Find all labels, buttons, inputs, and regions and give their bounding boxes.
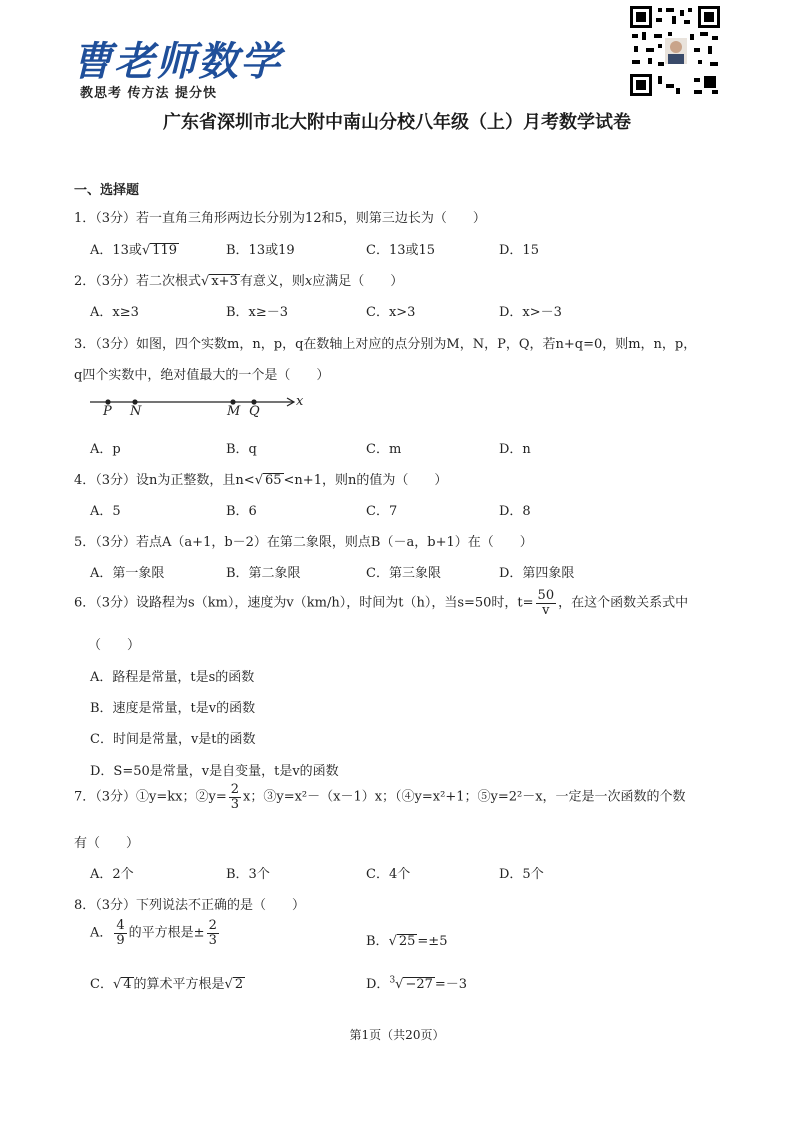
radicand: 119: [152, 243, 178, 258]
question-3-option-b: B．q: [226, 442, 257, 457]
page-number: 第1页（共20页）: [349, 1028, 445, 1042]
question-3-option-d: D．n: [499, 442, 531, 457]
radicand: 2: [234, 977, 244, 992]
question-7-option-d: D．5个: [499, 867, 544, 882]
sqrt-icon: √: [388, 934, 397, 949]
brand-logo: 曹老师数学: [72, 38, 282, 85]
fraction-denominator: 3: [208, 932, 217, 948]
sqrt-icon: √: [141, 243, 151, 258]
question-7-option-c: C．4个: [366, 867, 411, 882]
brand-slogan: 教思考 传方法 提分快: [80, 86, 218, 101]
option-label: A．13或: [90, 243, 142, 258]
stem-text: <n+1，则n的值为（ ）: [283, 473, 448, 488]
label-n: N: [130, 404, 142, 419]
question-8-stem: 8．（3分）下列说法不正确的是（ ）: [74, 898, 306, 913]
fraction: [114, 919, 126, 947]
fraction: [536, 589, 557, 617]
question-1-option-c: C．13或15: [366, 243, 436, 258]
qr-code: [628, 4, 722, 98]
option-text: =－3: [434, 977, 468, 992]
stem-text: 2．（3分）若二次根式: [74, 274, 202, 289]
fraction-numerator: 2: [208, 918, 217, 933]
sqrt-icon: √: [224, 977, 233, 992]
fraction-numerator: 4: [116, 918, 125, 933]
question-4-option-d: D．8: [499, 504, 531, 519]
radicand: x+3: [211, 274, 238, 289]
option-label: C．: [90, 977, 113, 992]
question-7-option-b: B．3个: [226, 867, 270, 882]
label-q: Q: [249, 404, 260, 419]
question-2-option-b: B．x≥－3: [226, 305, 289, 320]
option-label: A．: [90, 925, 113, 941]
stem-text: 有意义，则: [239, 274, 305, 289]
stem-text: 应满足（ ）: [312, 274, 404, 289]
question-1-option-d: D．15: [499, 243, 539, 258]
label-x: x: [296, 394, 304, 409]
option-text: =±5: [417, 934, 448, 949]
fraction: [229, 783, 241, 811]
number-line-figure: [88, 392, 318, 424]
fraction-numerator: 50: [537, 588, 555, 603]
question-7-option-a: A．2个: [90, 867, 134, 882]
stem-text: x；③y=x²－（x－1）x；（④y=x²+1；⑤y=2²－x，一定是一次函数的个数: [243, 789, 686, 805]
section-heading: 一、选择题: [74, 183, 140, 198]
question-4-option-c: C．7: [366, 504, 398, 519]
question-3-option-c: C．m: [366, 442, 402, 457]
question-2-option-c: C．x>3: [366, 305, 416, 320]
question-4-option-a: A．5: [90, 504, 121, 519]
stem-text: 7．（3分）①y=kx；②y=: [74, 789, 227, 805]
fraction-denominator: 9: [116, 932, 125, 948]
sqrt-icon: √: [395, 977, 404, 992]
stem-text: 4．（3分）设n为正整数，且n<: [74, 473, 255, 488]
page-title: 广东省深圳市北大附中南山分校八年级（上）月考数学试卷: [163, 112, 631, 133]
question-7-stem: [74, 783, 686, 811]
fraction: [207, 919, 219, 947]
root-index: 3: [389, 975, 396, 986]
question-5-option-d: D．第四象限: [499, 566, 575, 581]
question-8-option-b: [366, 930, 447, 949]
sqrt-icon: √: [112, 977, 122, 992]
label-m: M: [227, 404, 241, 419]
question-4-stem: [74, 469, 447, 488]
question-7-stem-line2: 有（ ）: [74, 836, 140, 851]
question-5-option-b: B．第二象限: [226, 566, 301, 581]
question-8-option-c: [90, 973, 245, 992]
question-1-option-b: B．13或19: [226, 243, 295, 258]
question-8-option-a: [90, 919, 221, 947]
option-label: D．: [366, 977, 390, 992]
option-label: B．: [366, 934, 389, 949]
question-6-stem-line2: （ ）: [88, 638, 141, 653]
question-5-option-c: C．第三象限: [366, 566, 441, 581]
question-6-stem: [74, 589, 688, 617]
question-5-stem: 5．（3分）若点A（a+1，b－2）在第二象限，则点B（－a，b+1）在（ ）: [74, 535, 533, 550]
question-6-option-c: C．时间是常量，v是t的函数: [90, 732, 256, 747]
question-3-stem-line2: q四个实数中，绝对值最大的一个是（ ）: [74, 368, 330, 383]
fraction-numerator: 2: [230, 782, 240, 797]
fraction-denominator: v: [542, 602, 550, 618]
question-2-stem: [74, 270, 403, 289]
question-6-option-b: B．速度是常量，t是v的函数: [90, 701, 256, 716]
question-3-option-a: A．p: [90, 442, 121, 457]
radicand: 4: [123, 977, 132, 992]
sqrt-icon: √: [254, 473, 263, 488]
radicand: 25: [398, 934, 416, 949]
radicand: 65: [264, 473, 282, 488]
question-3-stem-line1: 3．（3分）如图，四个实数m，n，p，q在数轴上对应的点分别为M，N，P，Q，若n+q=0，则m，n，p，: [74, 337, 697, 352]
variable: x: [304, 274, 313, 289]
sqrt-icon: √: [201, 274, 210, 289]
label-p: P: [103, 404, 112, 419]
stem-text: ，在这个函数关系式中: [558, 595, 689, 611]
question-2-option-d: D．x>－3: [499, 305, 562, 320]
question-8-option-d: [366, 973, 467, 992]
number-line: [88, 392, 318, 424]
question-4-option-b: B．6: [226, 504, 257, 519]
question-6-option-a: A．路程是常量，t是s的函数: [90, 670, 255, 685]
question-5-option-a: A．第一象限: [90, 566, 165, 581]
option-text: 的平方根是±: [128, 925, 205, 941]
question-6-option-d: D．S=50是常量，v是自变量，t是v的函数: [90, 764, 339, 779]
question-1-stem: 1．（3分）若一直角三角形两边长分别为12和5，则第三边长为（ ）: [74, 211, 486, 226]
question-2-option-a: A．x≥3: [90, 305, 139, 320]
option-text: 的算术平方根是: [133, 977, 225, 992]
radicand: −27: [405, 977, 433, 992]
stem-text: 6．（3分）设路程为s（km），速度为v（km/h），时间为t（h），当s=50时，t=: [74, 595, 534, 611]
fraction-denominator: 3: [230, 796, 240, 812]
question-1-option-a: [90, 239, 179, 258]
